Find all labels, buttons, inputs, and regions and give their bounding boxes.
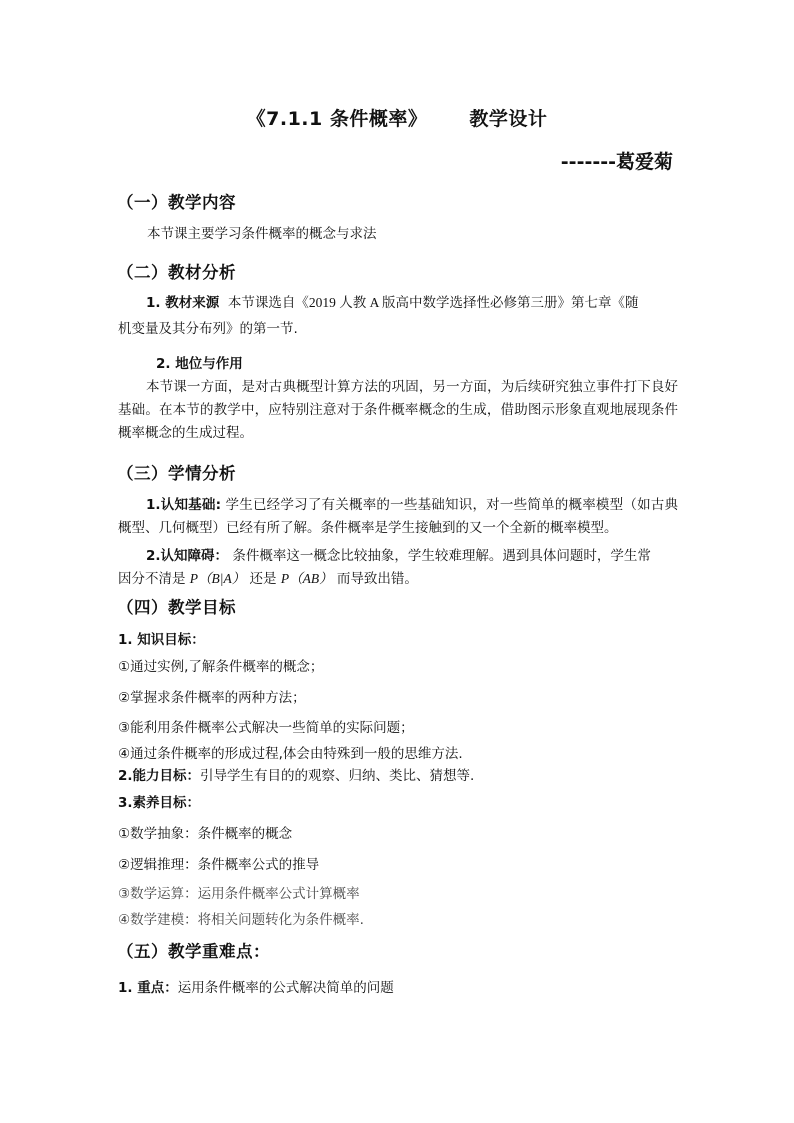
- ability-goal-label: 2.能力目标：: [118, 768, 201, 784]
- source-label: 1. 教材来源: [146, 295, 220, 311]
- formula-joint: P（AB）: [280, 571, 333, 586]
- title-main: 《7.1.1 条件概率》: [246, 108, 428, 130]
- section-2-heading: （二）教材分析: [117, 263, 236, 282]
- cognitive-basis-label: 1.认知基础:: [146, 497, 222, 513]
- key-point-label: 1. 重点：: [118, 980, 178, 996]
- cognitive-basis-text: 学生已经学习了有关概率的一些基础知识，对一些简单的概率模型（如古典概型、几何概型）已经有所了解。条件概率是学生接触到的又一个全新的概率模型。: [118, 497, 679, 536]
- role-paragraph: 本节课一方面，是对古典概型计算方法的巩固，另一方面，为后续研究独立事件打下良好基础。在本节的教学中，应特别注意对于条件概率概念的生成，借助图示形象直观地展现条件概率概念的生成过程。: [118, 379, 678, 441]
- section-5-heading: （五）教学重难点：: [117, 942, 270, 961]
- cognitive-obstacle-label: 2.认知障碍：: [146, 548, 229, 564]
- title-suffix: 教学设计: [469, 108, 548, 130]
- role-label: 2. 地位与作用: [156, 356, 243, 372]
- ability-goal: [118, 764, 474, 784]
- knowledge-goal-label: 1. 知识目标：: [118, 632, 205, 648]
- formula-conditional: P（B|A）: [189, 571, 246, 586]
- author-line: -------葛爱菊: [560, 151, 673, 173]
- document-title: [0, 104, 794, 131]
- knowledge-goal-item: ①通过实例,了解条件概率的概念；: [118, 659, 324, 675]
- source-text-a: 本节课选自《2019 人教 A 版高中数学选择性必修第三册》第七章《随: [227, 295, 639, 310]
- key-point-text: 运用条件概率的公式解决简单的问题: [177, 980, 394, 996]
- literacy-goal-item: ①数学抽象：条件概率的概念: [118, 826, 293, 842]
- knowledge-goal-item: ②掌握求条件概率的两种方法；: [118, 690, 306, 706]
- literacy-goal-item: ②逻辑推理：条件概率公式的推导: [118, 857, 320, 873]
- section-2-source-line-1: [146, 291, 638, 311]
- knowledge-goal-item: ③能利用条件概率公式解决一些简单的实际问题；: [118, 720, 414, 736]
- ability-goal-text: 引导学生有目的的观察、归纳、类比、猜想等.: [200, 768, 475, 784]
- section-2-source-line-2: 机变量及其分布列》的第一节.: [118, 321, 298, 337]
- literacy-goal-item: ③数学运算：运用条件概率公式计算概率: [118, 886, 360, 902]
- cognitive-basis-paragraph: [118, 494, 678, 540]
- cognitive-obstacle-line-2: 因分不清是 P（B|A） 还是 P（AB） 而导致出错。: [118, 571, 418, 587]
- section-4-heading: （四）教学目标: [117, 598, 236, 617]
- section-1-body: 本节课主要学习条件概率的概念与求法: [147, 226, 377, 242]
- cognitive-obstacle-line-1: [146, 544, 651, 564]
- cognitive-obstacle-text-a: 条件概率这一概念比较抽象，学生较难理解。遇到具体问题时，学生常: [232, 548, 651, 564]
- literacy-goal-label: 3.素养目标：: [118, 795, 201, 811]
- section-1-heading: （一）教学内容: [117, 193, 236, 212]
- knowledge-goal-item: ④通过条件概率的形成过程,体会由特殊到一般的思维方法.: [118, 746, 463, 762]
- section-3-heading: （三）学情分析: [117, 464, 236, 483]
- literacy-goal-item: ④数学建模：将相关问题转化为条件概率.: [118, 912, 364, 928]
- key-point: [118, 976, 394, 996]
